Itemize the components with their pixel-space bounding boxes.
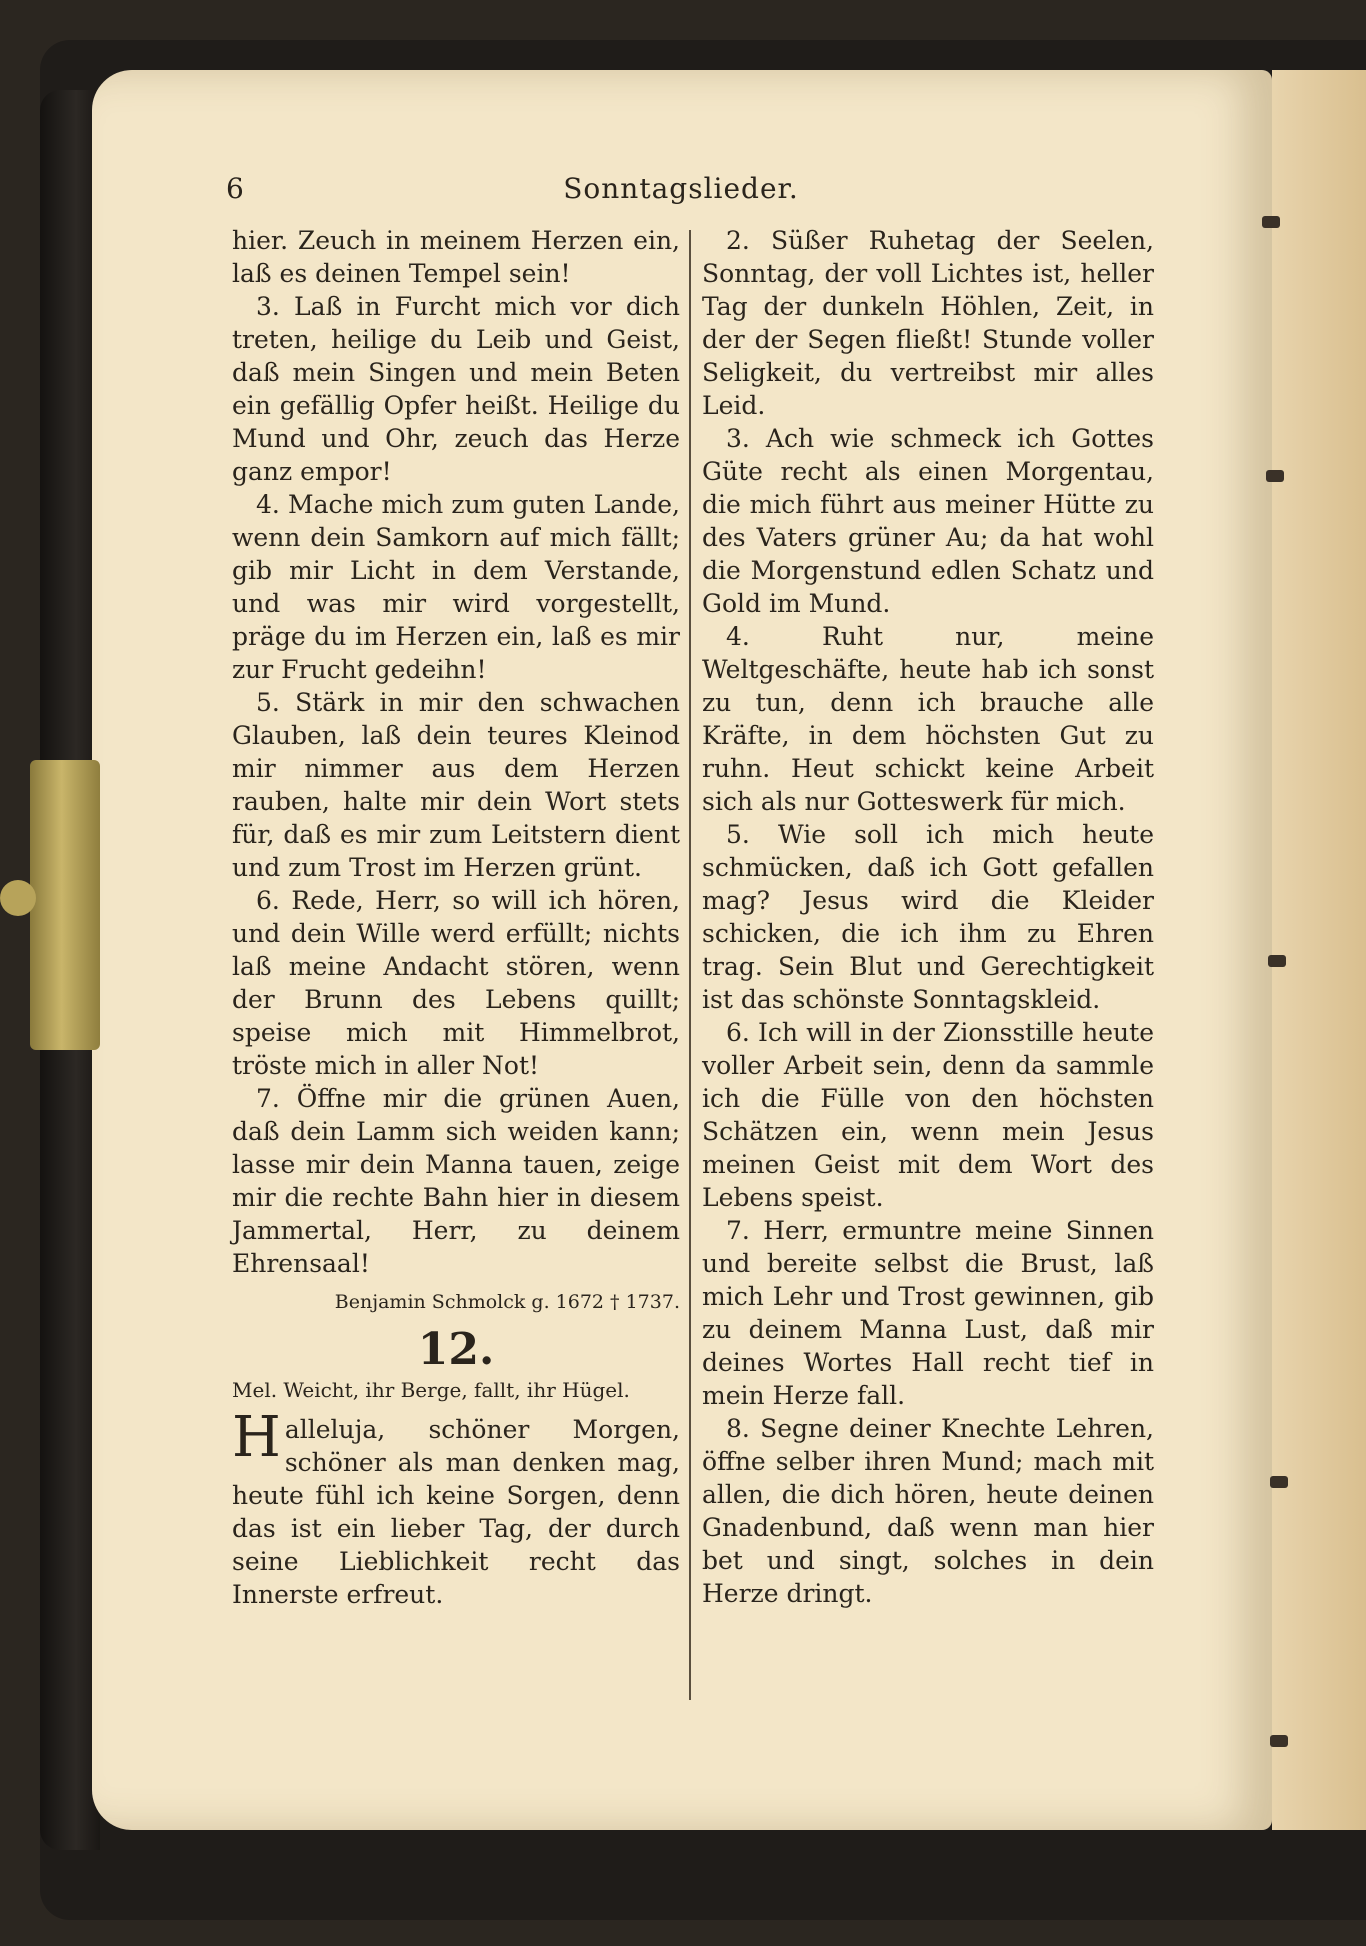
melody-note: Mel. Weicht, ihr Berge, fallt, ihr Hügel. <box>232 1378 630 1402</box>
edge-mark <box>1268 955 1286 967</box>
stanza: 3. Laß in Furcht mich vor dich treten, heilige du Leib und Geist, daß mein Singen und mein Beten ein gefällig Opfer heißt. Heilige du Mund und Ohr, zeuch das Herze ganz empor! <box>232 292 680 486</box>
stanza: 6. Ich will in der Zionsstille heute voller Arbeit sein, denn da sammle ich die Fülle von den höchsten Schätzen ein, wenn mein Jesus meinen Geist mit dem Wort des Lebens speist. <box>702 1018 1154 1212</box>
left-column <box>232 224 680 1611</box>
page-header <box>226 172 1136 212</box>
drop-cap: H <box>232 1405 281 1470</box>
edge-mark <box>1262 216 1280 228</box>
stanza: 8. Segne deiner Knechte Lehren, öffne selber ihren Mund; mach mit allen, die dich hören, heute deinen Gnadenbund, daß wenn man hier bet und singt, solches in dein Herze dringt. <box>702 1414 1154 1608</box>
stanza: 6. Rede, Herr, so will ich hören, und dein Wille werd erfüllt; nichts laß meine Andacht stören, wenn der Brunn des Lebens quillt; speise mich mit Himmelbrot, tröste mich in aller Not! <box>232 886 680 1080</box>
clasp-knob <box>0 880 36 916</box>
edge-mark <box>1266 470 1284 482</box>
opening-stanza-text: alleluja, schöner Morgen, schöner als man denken mag, heute fühl ich keine Sorgen, denn das ist ein lieber Tag, der durch seine Lieblichkeit recht das Innerste erfreut. <box>232 1415 680 1609</box>
edge-mark <box>1270 1476 1288 1488</box>
metal-clasp <box>30 760 100 1050</box>
opening-stanza <box>232 1405 680 1611</box>
stanza: 7. Herr, ermuntre meine Sinnen und bereite selbst die Brust, laß mich Lehr und Trost gewinnen, gib zu deinem Manna Lust, daß mir deines Wortes Hall recht tief in mein Herze fall. <box>702 1216 1154 1410</box>
stanza: 7. Öffne mir die grünen Auen, daß dein Lamm sich weiden kann; lasse mir dein Manna tauen, zeige mir die rechte Bahn hier in diesem Jammertal, Herr, zu deinem Ehrensaal! <box>232 1084 680 1278</box>
page-gutter <box>1272 70 1366 1830</box>
stanza: 5. Stärk in mir den schwachen Glauben, laß dein teures Kleinod mir nimmer aus dem Herzen rauben, halte mir dein Wort stets für, daß es mir zum Leitstern dient und zum Trost im Herzen grünt. <box>232 688 680 882</box>
edge-mark <box>1270 1735 1288 1747</box>
stanza: 2. Süßer Ruhetag der Seelen, Sonntag, der voll Lichtes ist, heller Tag der dunkeln Höhlen, Zeit, in der der Segen fließt! Stunde voller Seligkeit, du vertreibst mir alles Leid. <box>702 226 1154 420</box>
stanza: 4. Ruht nur, meine Weltgeschäfte, heute hab ich sonst zu tun, denn ich brauche alle Kräfte, in dem höchsten Gut zu ruhn. Heut schickt keine Arbeit sich als nur Gotteswerk für mich. <box>702 622 1154 816</box>
stanza: 3. Ach wie schmeck ich Gottes Güte recht als einen Morgentau, die mich führt aus meiner Hütte zu des Vaters grüner Au; da hat wohl die Morgenstund edlen Schatz und Gold im Mund. <box>702 424 1154 618</box>
stanza: hier. Zeuch in meinem Herzen ein, laß es deinen Tempel sein! <box>232 226 680 288</box>
stanza: 4. Mache mich zum guten Lande, wenn dein Samkorn auf mich fällt; gib mir Licht in dem Verstande, und was mir wird vorgestellt, präge du im Herzen ein, laß es mir zur Frucht gedeihn! <box>232 490 680 684</box>
page-number: 6 <box>226 172 244 205</box>
hymn-number: 12. <box>417 1324 495 1375</box>
right-column <box>702 224 1154 1610</box>
stanza: 5. Wie soll ich mich heute schmücken, daß ich Gott gefallen mag? Jesus wird die Kleider schicken, die ich ihm zu Ehren trag. Sein Blut und Gerechtigkeit ist das schönste Sonntagskleid. <box>702 820 1154 1014</box>
column-rule <box>689 230 691 1700</box>
running-title: Sonntagslieder. <box>563 172 799 205</box>
hymn-attribution: Benjamin Schmolck g. 1672 † 1737. <box>334 1291 680 1313</box>
